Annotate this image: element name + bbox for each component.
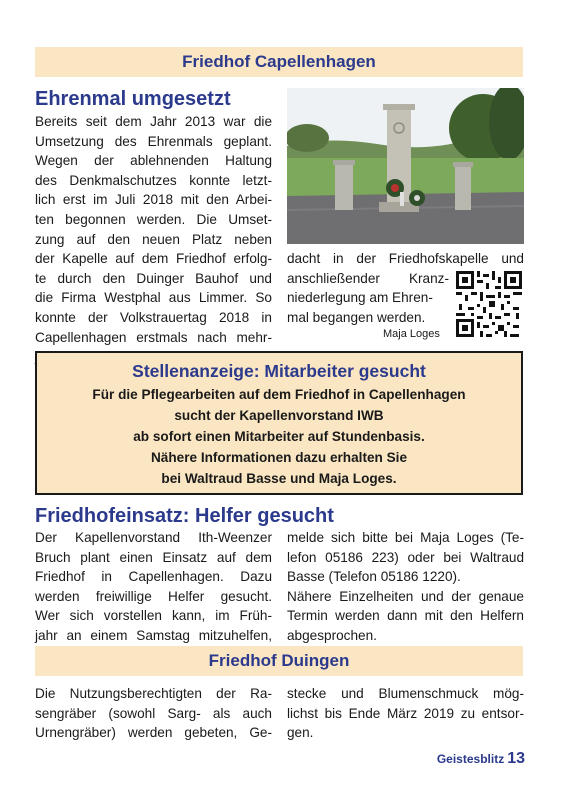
text-line: Nähere Einzelheiten und der genaue — [287, 588, 524, 604]
section-band-capellenhagen — [35, 47, 523, 77]
memorial-photo-image — [287, 88, 524, 244]
text-line: Wegen der ablehnenden Haltung — [35, 153, 272, 169]
section-band-title: Friedhof Capellenhagen — [182, 52, 376, 71]
job-advert-line: sucht der Kapellenvorstand IWB — [174, 408, 384, 423]
job-advert-line: ab sofort einen Mitarbeiter auf Stundenbasis. — [133, 429, 425, 444]
magazine-name: Geistesblitz — [436, 752, 505, 766]
text-line: sengräber (sowohl Sarg- als auch — [35, 705, 272, 721]
text-line: gen. — [287, 725, 314, 741]
section-band-duingen — [35, 646, 523, 676]
memorial-photo — [287, 88, 524, 244]
job-advert-title: Stellenanzeige: Mitarbeiter gesucht — [132, 361, 426, 381]
text-line: Wer sich vorstellen kann, im Früh- — [35, 608, 272, 624]
article-text-helfer-col2 — [287, 528, 524, 646]
text-line: Basse (Telefon 05186 1220). — [287, 569, 461, 585]
text-line: die Firma Westphal aus Limmer. So — [35, 290, 272, 306]
text-line — [287, 269, 449, 289]
text-line: lich erst im Juli 2018 mit den Arbei- — [35, 192, 272, 208]
text-line: zung auf den neuen Platz neben — [35, 231, 272, 247]
text-line: Termin werden dann mit den Helfern — [287, 608, 524, 624]
text-line: Capellenhagen erstmals nach mehr- — [35, 329, 272, 345]
text-line: Umsetzung des Ehrenmals geplant. — [35, 133, 272, 149]
page-number: 13 — [507, 750, 525, 767]
text-line: mal begangen werden. — [287, 309, 426, 325]
text-line: dacht in der Friedhofskapelle und — [287, 251, 524, 266]
text-line: ten begonnen werden. Die Umset- — [35, 211, 272, 227]
text-line: abgesprochen. — [287, 627, 377, 643]
text-line: der Kapelle auf dem Friedhof erfolg- — [35, 251, 272, 267]
text-line: Die Nutzungsberechtigten der Ra- — [35, 686, 272, 701]
author-signature: Maja Loges — [383, 328, 440, 340]
text-line: te durch den Duinger Bauhof und — [35, 270, 272, 286]
article-heading-helfer: Friedhofeinsatz: Helfer gesucht — [35, 505, 334, 527]
job-advert-line: Für die Pflegearbeiten auf dem Friedhof in Capellenhagen — [92, 387, 466, 402]
text-line: Urnengräber) werden gebeten, Ge- — [35, 725, 272, 741]
text-line: Friedhof in Capellenhagen. Dazu — [35, 569, 272, 585]
article-text-ehrenmal-col1 — [35, 112, 272, 367]
article-text-duingen-col2 — [287, 684, 524, 743]
qr-code-icon — [456, 271, 522, 337]
text-line: konnte der Volkstrauertag 2018 in — [35, 309, 272, 325]
article-heading-ehrenmal: Ehrenmal umgesetzt — [35, 88, 231, 110]
text-line: werden freiwillige Helfer gesucht. — [35, 588, 272, 604]
text-line: stecke und Blumenschmuck mög- — [287, 686, 524, 701]
text-line: lefon 05186 223) oder bei Waltraud — [287, 549, 524, 565]
job-advert-box — [35, 351, 523, 495]
text-line-justified: anschließender Kranz- — [287, 270, 449, 286]
article-text-duingen-col1 — [35, 684, 272, 743]
text-line: lichst bis Ende März 2019 zu entsor- — [287, 705, 524, 721]
text-line: Der Kapellenvorstand Ith-Weenzer — [35, 530, 272, 545]
text-line: Bereits seit dem Jahr 2013 war die — [35, 114, 272, 129]
text-line: niederlegung am Ehren- — [287, 290, 433, 306]
article-text-helfer-col1 — [35, 528, 272, 646]
job-advert-line: Nähere Informationen dazu erhalten Sie — [150, 450, 408, 465]
job-advert-line: bei Waltraud Basse und Maja Loges. — [161, 471, 397, 486]
section-band-title: Friedhof Duingen — [208, 651, 350, 670]
text-line: jahr an einem Samstag mitzuhelfen, — [35, 627, 272, 643]
text-line: des Denkmalschutzes konnte letzt- — [35, 172, 272, 188]
job-advert-text — [37, 384, 521, 489]
text-line: melde sich bitte bei Maja Loges (Te- — [287, 530, 524, 545]
page-footer — [437, 750, 525, 768]
text-line: Bruch plant einen Einsatz auf dem — [35, 549, 272, 565]
